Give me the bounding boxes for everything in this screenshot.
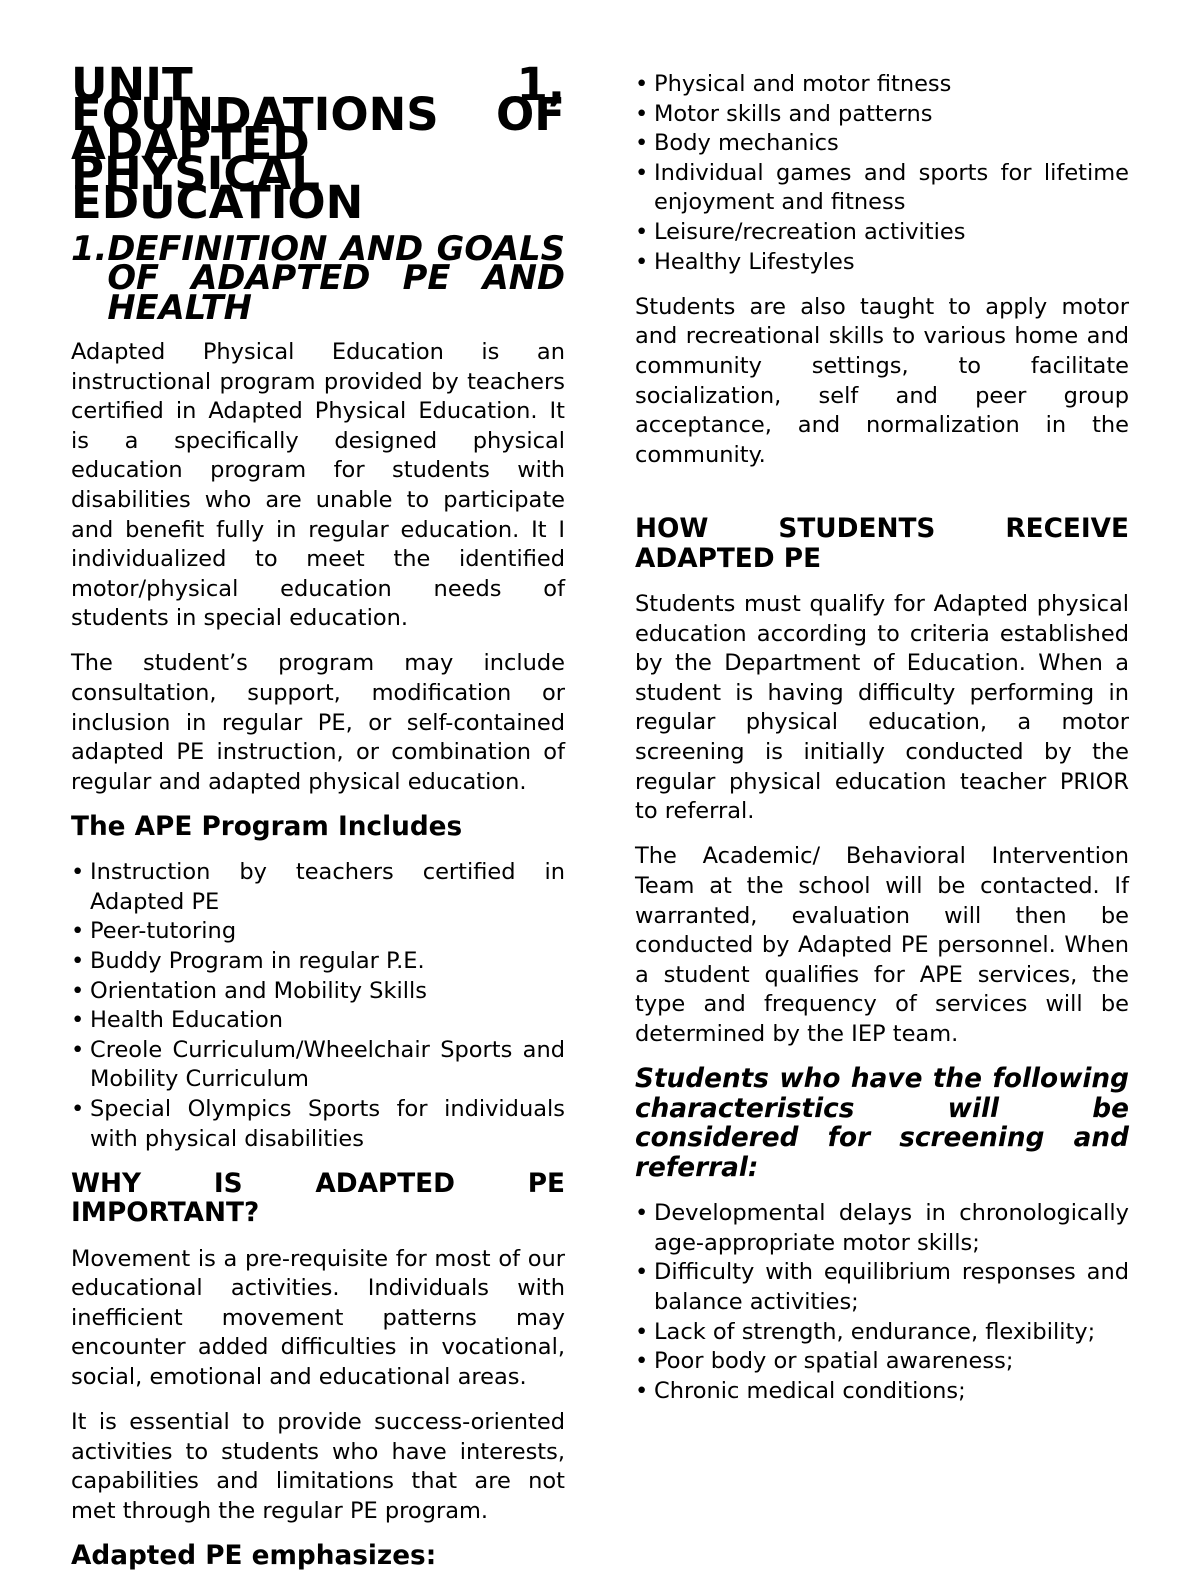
list-item: • Poor body or spatial awareness; (635, 1347, 1129, 1377)
bullet-icon: • (71, 977, 85, 1004)
bullet-icon: • (635, 1318, 649, 1345)
left-column (71, 58, 565, 1572)
definition-paragraph: Adapted Physical Education is an instructional program provided by teachers certified in Adapted Physical Education. It is a specifically designed physical education program for students with disabilities who are unable to participate and benefit fully in regular education. It I individualized to meet the identified motor/physical education needs of students in special education. (71, 338, 565, 632)
list-item: • Buddy Program in regular P.E. (71, 947, 565, 977)
essential-paragraph: It is essential to provide success-oriented activities to students who have interests, capabilities and limitations that are not met through the regular PE program. (71, 1409, 565, 1524)
bullet-icon: • (635, 218, 649, 245)
section-title (71, 228, 565, 327)
bullet-icon: • (635, 1377, 649, 1404)
bullet-icon: • (71, 918, 85, 945)
list-item: • Lack of strength, endurance, flexibility; (635, 1318, 1129, 1348)
emphasis-list (635, 70, 1129, 277)
bullet-icon: • (635, 100, 649, 127)
bullet-icon: • (71, 948, 85, 974)
list-item: • Difficulty with equilibrium responses and balance activities; (635, 1259, 1129, 1315)
list-item: • Individual games and sports for lifetime enjoyment and fitness (635, 159, 1129, 216)
why-heading: WHY IS ADAPTED PE IMPORTANT? (71, 1168, 565, 1229)
unit-title: UNIT 1, FOUNDATIONS OF ADAPTED PHYSICAL EDUCATION (71, 58, 565, 230)
section-number: 1. (71, 228, 108, 268)
bullet-icon: • (71, 1007, 85, 1034)
qualify-paragraph: Students must qualify for Adapted physical education according to criteria established by the Department of Education. When a student is having difficulty performing in regular physical education, a motor screening is initially conducted by the regular physical education teacher PRIOR to referral. (635, 591, 1129, 825)
team-paragraph: The Academic/ Behavioral Intervention Team at the school will be contacted. If warranted, evaluation will then be conducted by Adapted PE personnel. When a student qualifies for APE services, the type and frequency of services will be determined by the IEP team. (635, 843, 1129, 1047)
list-item: • Creole Curriculum/Wheelchair Sports and Mobility Curriculum (71, 1036, 565, 1093)
list-item: • Orientation and Mobility Skills (71, 977, 565, 1007)
bullet-icon: • (71, 1095, 85, 1122)
list-item: • Leisure/recreation activities (635, 218, 1129, 248)
how-heading: HOW STUDENTS RECEIVE ADAPTED PE (635, 514, 1129, 574)
bullet-icon: • (635, 1259, 649, 1286)
list-item: • Motor skills and patterns (635, 100, 1129, 130)
bullet-icon: • (635, 130, 649, 157)
list-item: • Healthy Lifestyles (635, 248, 1129, 278)
movement-paragraph: Movement is a pre-requisite for most of our educational activities. Individuals with inefficient movement patterns may encounter added difficulties in vocational, social, emotional and educational areas. (71, 1245, 565, 1390)
right-column (635, 70, 1129, 1406)
bullet-icon: • (635, 71, 649, 97)
emphasizes-heading: Adapted PE emphasizes: (71, 1541, 437, 1572)
bullet-icon: • (635, 159, 649, 186)
list-item: • Peer-tutoring (71, 917, 565, 947)
section-title-text: DEFINITION AND GOALS OF ADAPTED PE AND HEALTH (107, 228, 565, 327)
program-paragraph: The student’s program may include consultation, support, modification or inclusion in regular PE, or self-contained adapted PE instruction, or combination of regular and adapted physical education. (71, 650, 565, 795)
list-item: • Special Olympics Sports for individuals with physical disabilities (71, 1095, 565, 1152)
bullet-icon: • (635, 1348, 649, 1375)
criteria-list (635, 1199, 1129, 1406)
list-item: • Physical and motor fitness (635, 70, 1129, 100)
list-item: • Body mechanics (635, 129, 1129, 159)
list-item: • Developmental delays in chronologically age-appropriate motor skills; (635, 1200, 1129, 1256)
bullet-icon: • (635, 248, 649, 275)
list-item: • Health Education (71, 1006, 565, 1036)
skills-paragraph: Students are also taught to apply motor and recreational skills to various home and community settings, to facilitate socialization, self and peer group acceptance, and normalization in the community. (635, 293, 1129, 468)
criteria-heading: Students who have the following characteristics will be considered for screening and referral: (635, 1064, 1129, 1183)
bullet-icon: • (71, 859, 85, 886)
list-item: • Chronic medical conditions; (635, 1377, 1129, 1407)
list-item: • Instruction by teachers certified in Adapted PE (71, 859, 565, 915)
bullet-icon: • (71, 1036, 85, 1063)
bullet-icon: • (635, 1200, 649, 1227)
program-list (71, 858, 565, 1154)
program-heading: The APE Program Includes (71, 812, 463, 843)
